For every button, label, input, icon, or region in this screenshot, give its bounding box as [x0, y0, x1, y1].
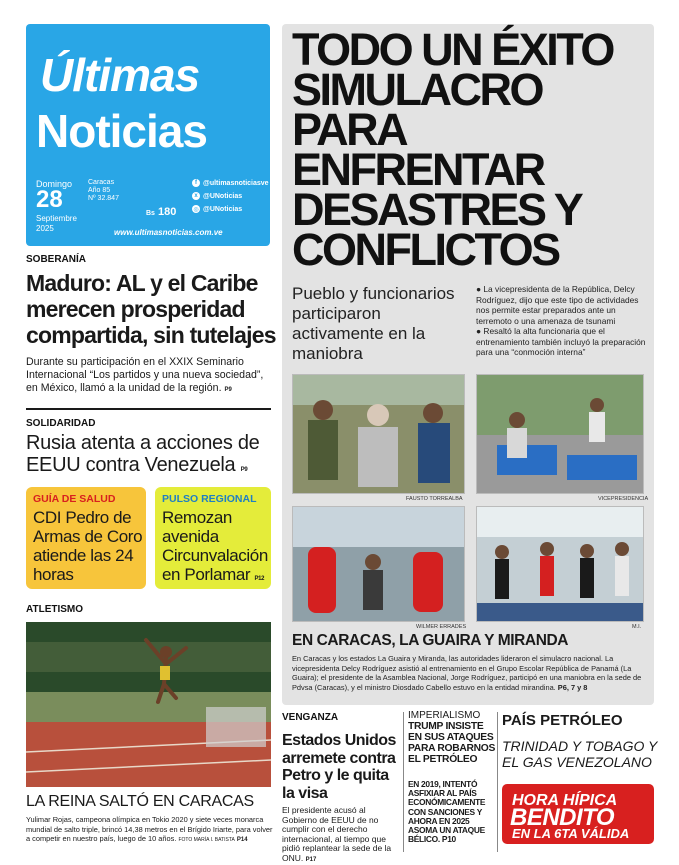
- divider: [497, 712, 498, 852]
- divider: [26, 408, 271, 410]
- social-handle: @ultimasnoticiasve: [203, 179, 269, 187]
- solidaridad-page: P9: [240, 467, 248, 473]
- secondary-pages: P6, 7 y 8: [557, 682, 588, 692]
- venganza-body-text: El presidente acusó al Gobierno de EEUU de no cumplir con el derecho internacional, al tiempo que pidió replantear la sede de la ONU.: [282, 805, 392, 863]
- kicker-pais: PAÍS PETRÓLEO: [502, 712, 623, 729]
- divider: [403, 712, 404, 852]
- website-link[interactable]: www.ultimasnoticias.com.ve: [114, 228, 223, 237]
- pais-text[interactable]: TRINIDAD Y TOBAGO Y EL GAS VENEZOLANO: [502, 738, 658, 770]
- atletismo-body-text: Yulimar Rojas, campeona olímpica en Tokio 2020 y siete veces monarca mundial de salto triple, brincó 14,38 metros en el Brígido Iriarte, para volver a competir en nuestro país, luego de 10 años.: [26, 815, 273, 843]
- main-headline[interactable]: TODO UN ÉXITO SIMULACRO PARA ENFRENTAR DESASTRES Y CONFLICTOS: [292, 24, 613, 275]
- atletismo-headline[interactable]: LA REINA SALTÓ EN CARACAS: [26, 793, 254, 810]
- photo-2-image: [477, 375, 644, 494]
- price-currency: Bs: [146, 210, 155, 217]
- x-icon: x: [192, 192, 200, 200]
- bullet-item: ● Resaltó la alta funcionaria que el entrenamiento también incluyó la preparación para una “conmoción interna”: [476, 326, 646, 357]
- issue-day: Domingo: [36, 179, 73, 189]
- venganza-body: [282, 806, 402, 865]
- main-subheadline: Pueblo y funcionarios participaron activamente en la maniobra: [292, 284, 455, 363]
- pulso-page: P12: [254, 576, 265, 582]
- salud-box[interactable]: [26, 487, 146, 589]
- secondary-body: [292, 654, 646, 692]
- pulso-text: [162, 508, 271, 589]
- kicker-atletismo: ATLETISMO: [26, 604, 84, 615]
- photo-credit-4: M.I.: [632, 624, 642, 630]
- logo-line-2: Noticias: [36, 105, 207, 157]
- venganza-page: P17: [305, 856, 317, 863]
- issue-city: Caracas: [88, 179, 115, 186]
- issue-number: Nº 32.847: [88, 195, 119, 202]
- secondary-headline[interactable]: EN CARACAS, LA GUAIRA Y MIRANDA: [292, 632, 569, 649]
- venganza-headline[interactable]: Estados Unidos arremete contra Petro y le quita la visa: [282, 732, 396, 802]
- instagram-icon: ◎: [193, 206, 199, 213]
- hipica-line2: BENDITO: [510, 804, 615, 831]
- photo-3-image: [293, 507, 465, 622]
- photo-credit: FOTO MARÍA I. BATISTA: [178, 837, 235, 843]
- imperialismo-page: P10: [441, 834, 456, 845]
- solidaridad-headline-text: Rusia atenta a acciones de EEUU contra Venezuela: [26, 432, 260, 476]
- main-bullets: [476, 284, 646, 358]
- issue-date: 28: [36, 186, 63, 213]
- kicker-venganza: VENGANZA: [282, 712, 339, 723]
- bullet-text: Resaltó la alta funcionaria que el entrenamiento también incluyó la preparación para una “conmoción interna”: [476, 326, 646, 357]
- social-instagram[interactable]: [192, 205, 242, 213]
- photo-2[interactable]: [476, 374, 644, 494]
- lead-page: P9: [224, 387, 232, 393]
- salud-tag: GUÍA DE SALUD: [33, 493, 116, 505]
- issue-month: Septiembre: [36, 214, 77, 223]
- bullet-text: La vicepresidenta de la República, Delcy Rodríguez, dijo que este tipo de actividades nos permite estar preparados ante un terremoto o una amenaza de tsunami: [476, 284, 639, 326]
- photo-4[interactable]: [476, 506, 644, 622]
- pulso-box[interactable]: [155, 487, 271, 589]
- photo-3[interactable]: [292, 506, 465, 622]
- kicker-imperialismo: IMPERIALISMO: [408, 710, 481, 721]
- photo-1-image: [293, 375, 465, 494]
- issue-year-number: Año 85: [88, 187, 111, 194]
- kicker-solidaridad: SOLIDARIDAD: [26, 418, 96, 429]
- photo-credit-3: WILMER ERRADES: [416, 624, 467, 630]
- issue-year: 2025: [36, 224, 54, 233]
- imperialismo-body: [408, 780, 498, 844]
- social-handle: @UNoticias: [203, 192, 243, 200]
- lead-body-text: Durante su participación en el XXIX Seminario Internacional “Los partidos y una nueva sociedad”, en México, llamó a la unidad de la región.: [26, 356, 264, 394]
- photo-credit-2: VICEPRESIDENCIA: [598, 496, 649, 502]
- imperialismo-headline[interactable]: TRUMP INSISTE EN SUS ATAQUES PARA ROBARNOS EL PETRÓLEO: [408, 721, 496, 765]
- facebook-icon: f: [192, 179, 200, 187]
- social-handle: @UNoticias: [203, 205, 243, 213]
- bullet-item: ● La vicepresidenta de la República, Delcy Rodríguez, dijo que este tipo de actividades nos permite estar preparados ante un terremoto o una amenaza de tsunami: [476, 284, 639, 326]
- hipica-line1: HORA HÍPICA: [512, 792, 618, 809]
- logo-line-1: Últimas: [40, 49, 200, 101]
- social-twitter[interactable]: [192, 192, 242, 200]
- atletismo-body: [26, 815, 276, 846]
- athlete-photo[interactable]: [26, 622, 271, 787]
- pulso-tag: PULSO REGIONAL: [162, 493, 257, 505]
- price-value: 180: [158, 206, 177, 218]
- photo-4-image: [477, 507, 644, 622]
- hipica-line3: EN LA 6TA VÁLIDA: [512, 826, 630, 841]
- athlete-illustration: [26, 622, 271, 787]
- price: [146, 206, 176, 218]
- masthead: [26, 24, 270, 246]
- photo-1[interactable]: [292, 374, 465, 494]
- kicker-soberania: SOBERANÍA: [26, 254, 87, 265]
- social-facebook[interactable]: [192, 179, 269, 187]
- atletismo-page: P14: [236, 837, 248, 843]
- salud-text: CDI Pedro de Armas de Coro atiende las 24 horas: [33, 508, 143, 584]
- hipica-box[interactable]: [502, 784, 654, 844]
- lead-body: [26, 356, 276, 397]
- solidaridad-headline[interactable]: [26, 432, 276, 481]
- pulso-text-content: Remozan avenida Circunvalación en Porlamar: [162, 508, 268, 584]
- photo-credit-1: FAUSTO TORREALBA: [406, 496, 463, 502]
- secondary-body-text: En Caracas y los estados La Guaira y Miranda, las autoridades lideraron el simulacro nacional. La vicepresidenta Delcy Rodríguez asistió al entrenamiento en el Grupo Escolar República de Panamá (La Guaira); el presidente de la Asamblea Nacional, Jorge Rodríguez, participó en una maniobra en la sede de Pdvsa (Caracas), y el ministro Diosdado Cabello estuvo en la entidad mirandina.: [292, 654, 642, 692]
- lead-headline[interactable]: Maduro: AL y el Caribe merecen prosperidad compartida, sin tutelajes: [26, 270, 276, 348]
- imperialismo-body-text: EN 2019, INTENTÓ ASFIXIAR AL PAÍS ECONÓMICAMENTE CON SANCIONES Y AHORA EN 2025 ASOMA UN ATAQUE BÉLICO.: [408, 779, 486, 845]
